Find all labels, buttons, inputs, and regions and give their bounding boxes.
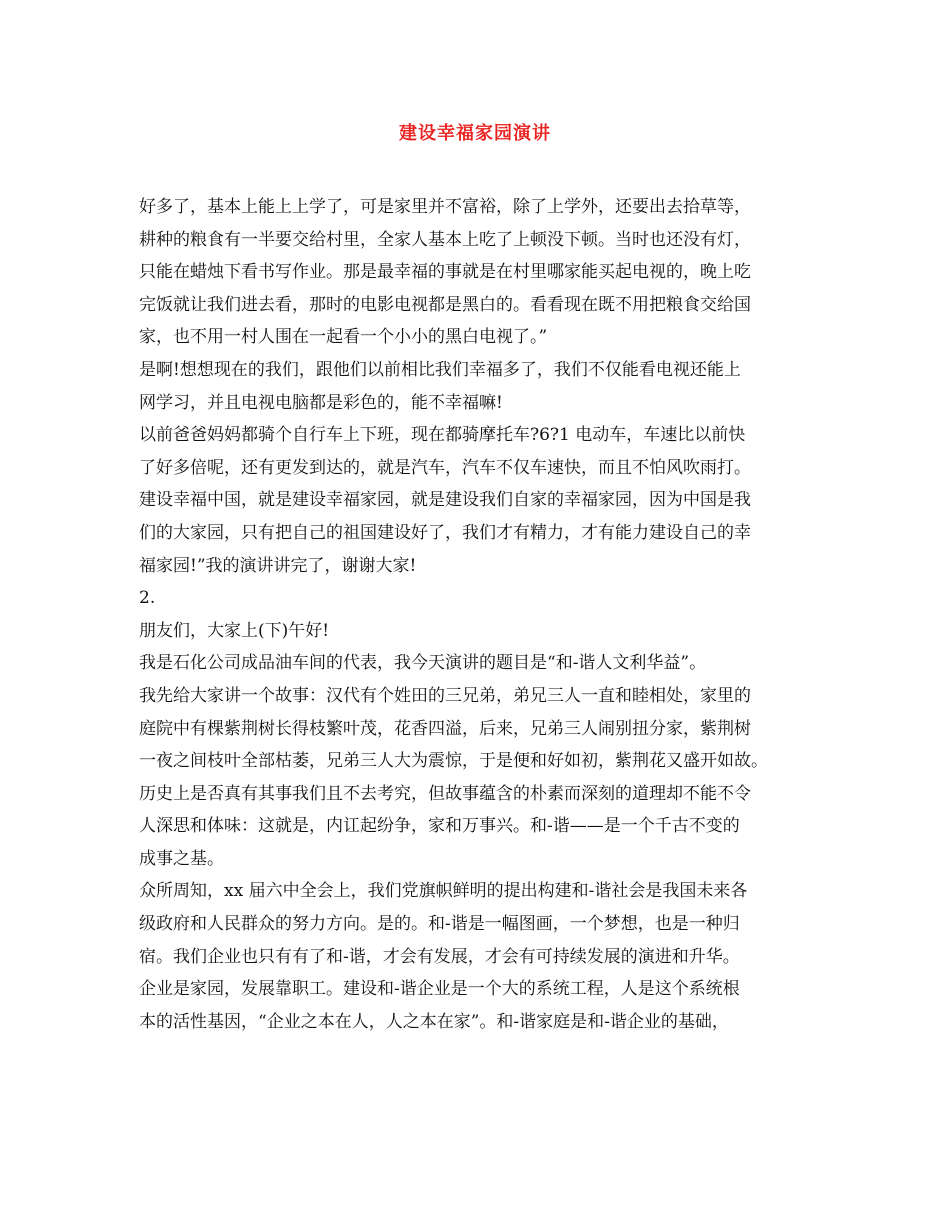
text-line: 人深思和体味：这就是，内讧起纷争，家和万事兴。和-谐——是一个千古不变的 bbox=[139, 816, 740, 837]
text-line: 我先给大家讲一个故事：汉代有个姓田的三兄弟，弟兄三人一直和睦相处，家里的 bbox=[139, 685, 751, 706]
text-line: 家，也不用一村人围在一起看一个小小的黑白电视了。” bbox=[139, 327, 548, 348]
text-line: 宿。我们企业也只有有了和-谐，才会有发展，才会有可持续发展的演进和升华。 bbox=[139, 946, 740, 967]
text-line: 企业是家园，发展靠职工。建设和-谐企业是一个大的系统工程，人是这个系统根 bbox=[139, 979, 740, 1000]
text-line: 耕种的粮食有一半要交给村里，全家人基本上吃了上顿没下顿。当时也还没有灯， bbox=[139, 229, 751, 250]
text-line: 完饭就让我们进去看，那时的电影电视都是黑白的。看看现在既不用把粮食交给国 bbox=[139, 294, 751, 315]
text-line: 好多了，基本上能上上学了，可是家里并不富裕，除了上学外，还要出去拾草等， bbox=[139, 197, 751, 217]
text-line: 2. bbox=[139, 588, 156, 609]
text-line: 了好多倍呢，还有更发到达的，就是汽车，汽车不仅车速快，而且不怕风吹雨打。 bbox=[139, 457, 751, 478]
text-line: 福家园!”我的演讲讲完了，谢谢大家! bbox=[139, 555, 417, 576]
text-line: 级政府和人民群众的努力方向。是的。和-谐是一幅图画，一个梦想，也是一种归 bbox=[139, 914, 740, 935]
text-line: 成事之基。 bbox=[139, 848, 224, 869]
text-line: 朋友们，大家上(下)午好! bbox=[139, 620, 330, 641]
text-line: 历史上是否真有其事我们且不去考究，但故事蕴含的朴素而深刻的道理却不能不令 bbox=[139, 783, 751, 804]
text-line: 是啊!想想现在的我们，跟他们以前相比我们幸福多了，我们不仅能看电视还能上 bbox=[139, 359, 741, 380]
text-line: 建设幸福中国，就是建设幸福家园，就是建设我们自家的幸福家园，因为中国是我 bbox=[139, 490, 751, 511]
text-line: 本的活性基因，“企业之本在人，人之本在家”。和-谐家庭是和-谐企业的基础， bbox=[139, 1011, 729, 1032]
document-body bbox=[139, 191, 829, 1038]
text-line: 众所周知，xx 届六中全会上，我们党旗帜鲜明的提出构建和-谐社会是我国未来各 bbox=[139, 881, 748, 902]
text-line: 们的大家园，只有把自己的祖国建设好了，我们才有精力，才有能力建设自己的幸 bbox=[139, 522, 751, 543]
text-line: 网学习，并且电视电脑都是彩色的，能不幸福嘛! bbox=[139, 392, 503, 413]
text-line: 只能在蜡烛下看书写作业。那是最幸福的事就是在村里哪家能买起电视的，晚上吃 bbox=[139, 262, 751, 283]
text-line: 一夜之间枝叶全部枯萎，兄弟三人大为震惊，于是便和好如初，紫荆花又盛开如故。 bbox=[139, 751, 768, 772]
text-line: 以前爸爸妈妈都骑个自行车上下班，现在都骑摩托车?6?1 电动车，车速比以前快 bbox=[139, 425, 746, 446]
text-line: 我是石化公司成品油车间的代表，我今天演讲的题目是“和-谐人文利华益”。 bbox=[139, 653, 707, 674]
document-title: 建设幸福家园演讲 bbox=[399, 123, 551, 144]
text-line: 庭院中有棵紫荆树长得枝繁叶茂，花香四溢，后来，兄弟三人闹别扭分家，紫荆树 bbox=[139, 718, 751, 739]
